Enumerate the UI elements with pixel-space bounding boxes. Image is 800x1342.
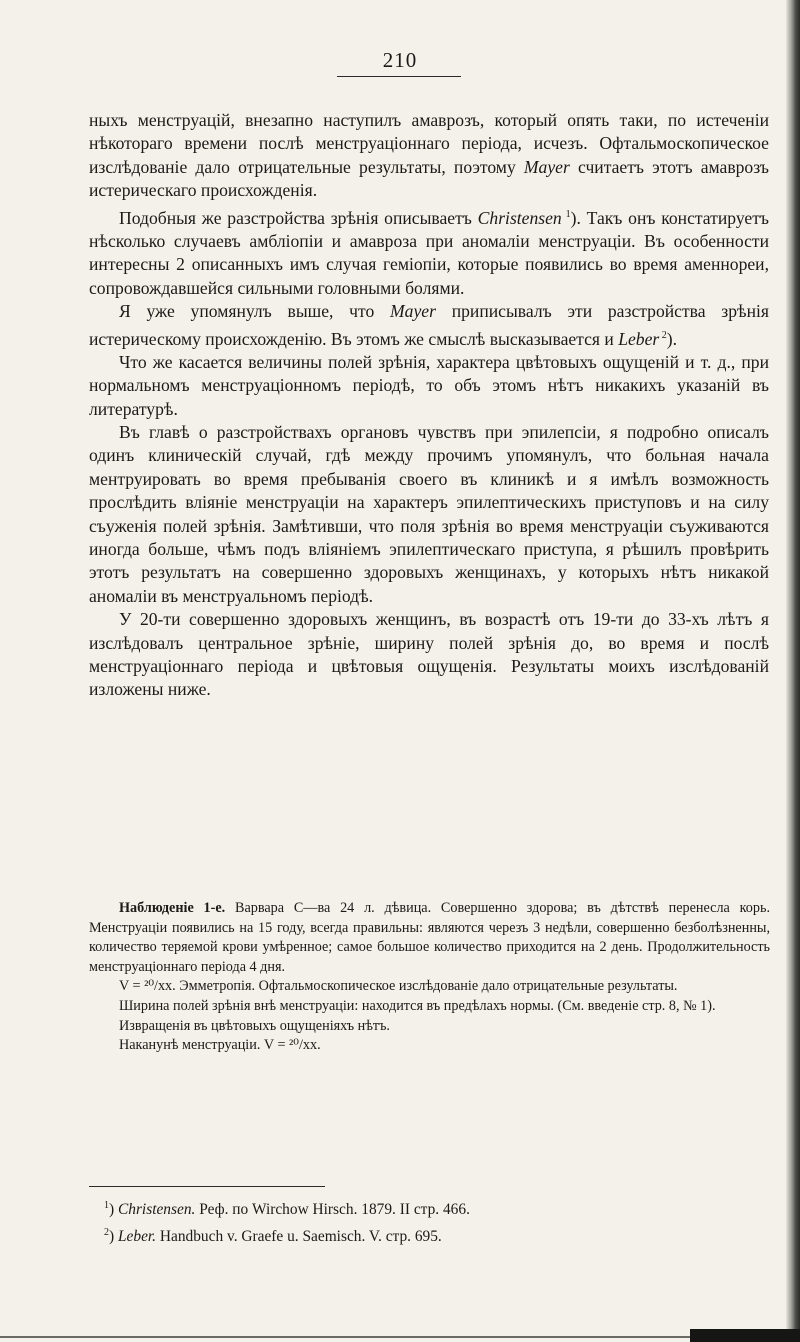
text-run: V = ²⁰/xx. Эмметропія. Офтальмоскопическое изслѣдованіе дало отрицательные результаты. <box>119 978 678 995</box>
footnote-2: $^2$) Leber. Handbuch v. Graefe u. Saemisch. V. стр. 695. <box>104 1227 442 1246</box>
footnote-1: $^1$) Christensen. Реф. по Wirchow Hirsch. 1879. II стр. 466. <box>104 1200 470 1219</box>
page-number: 210 <box>382 48 418 72</box>
footnote-marker: 1 <box>104 1200 109 1211</box>
text-run: Въ главѣ о разстройствахъ органовъ чувствъ при эпилепсіи, я подробно описалъ одинъ клиническій случай, гдѣ между прочимъ упомянулъ, что больная начала ментруировать во время пребыванія своего въ клиникѣ и я имѣлъ возможность прослѣдить вліяніе менструаціи на характеръ эпилептическихъ приступовъ и на силу съуженія полей зрѣнія. Замѣтивши, что поля зрѣнія во время менструаціи съуживаются иногда больше, чѣмъ подъ вліяніемъ эпилептическаго приступа, я рѣшилъ провѣрить этотъ результатъ на совершенно здоровыхъ женщинахъ, у которыхъ нѣтъ никакой аномаліи въ менструальномъ періодѣ. <box>89 422 769 606</box>
observation-line-o3 <box>89 997 770 1017</box>
cited-author: Leber. <box>117 1228 157 1246</box>
paragraph-p2 <box>89 203 769 300</box>
observation-line-o1 <box>89 899 770 977</box>
text-run: ). Такъ онъ констатируетъ нѣсколько случаевъ амбліопіи и амавроза при аномаліи менструаціи. Въ особенности интересны 2 описанныхъ имъ случая геміопіи, которые появились во время аменнореи, сопровождавшейся сильными головными болями. <box>89 207 769 298</box>
cited-author: Christensen. <box>117 1201 196 1219</box>
cited-author: Mayer <box>390 301 436 322</box>
observation-block <box>89 899 770 1056</box>
footnote-ref: 2 <box>659 329 667 341</box>
observation-heading: Наблюденіе 1-е. <box>119 900 226 916</box>
observation-line-o2 <box>89 977 770 997</box>
text-run: Подобныя же разстройства зрѣнія описываетъ <box>119 207 478 228</box>
text-run: считаетъ этотъ амаврозъ истерическаго происхожденія. <box>89 156 769 201</box>
main-text <box>89 109 769 702</box>
text-run: Реф. по Wirchow Hirsch. 1879. II стр. 466. <box>195 1201 470 1219</box>
cited-author: Leber <box>618 328 660 349</box>
paragraph-p4 <box>89 351 769 421</box>
paragraph-p1 <box>89 109 769 203</box>
page-binding-edge <box>786 0 800 1342</box>
footnotes <box>104 1194 764 1248</box>
text-run: Handbuch v. Graefe u. Saemisch. V. стр. 695. <box>156 1228 442 1246</box>
text-run: Я уже упомянулъ выше, что <box>119 301 391 322</box>
scan-bottom-bar <box>690 1329 800 1342</box>
page-number-rule <box>337 76 461 77</box>
text-run: Что же касается величины полей зрѣнія, характера цвѣтовыхъ ощущеній и т. д., при нормальномъ менструаціонномъ періодѣ, то объ этомъ нѣтъ никакихъ указаній въ литературѣ. <box>89 351 769 419</box>
text-run: Варвара С—ва 24 л. дѣвица. Совершенно здорова; въ дѣтствѣ перенесла корь. Менструаціи появились на 15 году, всегда правильны: являются черезъ 3 недѣли, совершенно безболѣзненны, количество теряемой крови умѣренное; самое большое количество приходится на 2 день. Продолжительность менструаціоннаго періода 4 дня. <box>89 900 770 975</box>
cited-author: Christensen <box>477 207 562 228</box>
text-run: У 20-ти совершенно здоровыхъ женщинъ, въ возрастѣ отъ 19-ти до 33-хъ лѣтъ я изслѣдовалъ центральное зрѣніе, ширину полей зрѣнія до, во время и послѣ менструаціоннаго періода и цвѣтовыя ощущенія. Результаты моихъ изслѣдованій изложены ниже. <box>89 609 769 700</box>
cited-author: Mayer <box>523 156 570 177</box>
footnote-marker: 2 <box>104 1227 109 1239</box>
text-run: ). <box>666 328 678 349</box>
text-run: Ширина полей зрѣнія внѣ менструаціи: находится въ предѣлахъ нормы. (См. введеніе стр. 8, № 1). <box>119 997 716 1014</box>
paragraph-p6 <box>89 608 769 702</box>
paragraph-p5 <box>89 421 769 608</box>
text-run: ныхъ менструацій, внезапно наступилъ амаврозъ, который опять таки, по истеченіи нѣкотораго времени послѣ менструаціоннаго періода, исчезъ. Офтальмоскопическое изслѣдованіе дало отрицательные результаты, поэтому <box>89 110 769 177</box>
text-run: Извращенія въ цвѣтовыхъ ощущеніяхъ нѣтъ. <box>119 1017 390 1034</box>
observation-line-o5 <box>89 1036 770 1056</box>
observation-line-o4 <box>89 1017 770 1037</box>
footnote-ref: 1 <box>561 208 571 220</box>
paragraph-p3 <box>89 300 769 351</box>
footnote-divider <box>89 1186 325 1187</box>
text-run: приписывалъ эти разстройства зрѣнія истерическому происхожденію. Въ этомъ же смыслѣ высказывается и <box>89 301 769 349</box>
scan-bottom-line <box>0 1336 690 1338</box>
text-run: Наканунѣ менструаціи. V = ²⁰/xx. <box>119 1037 321 1054</box>
